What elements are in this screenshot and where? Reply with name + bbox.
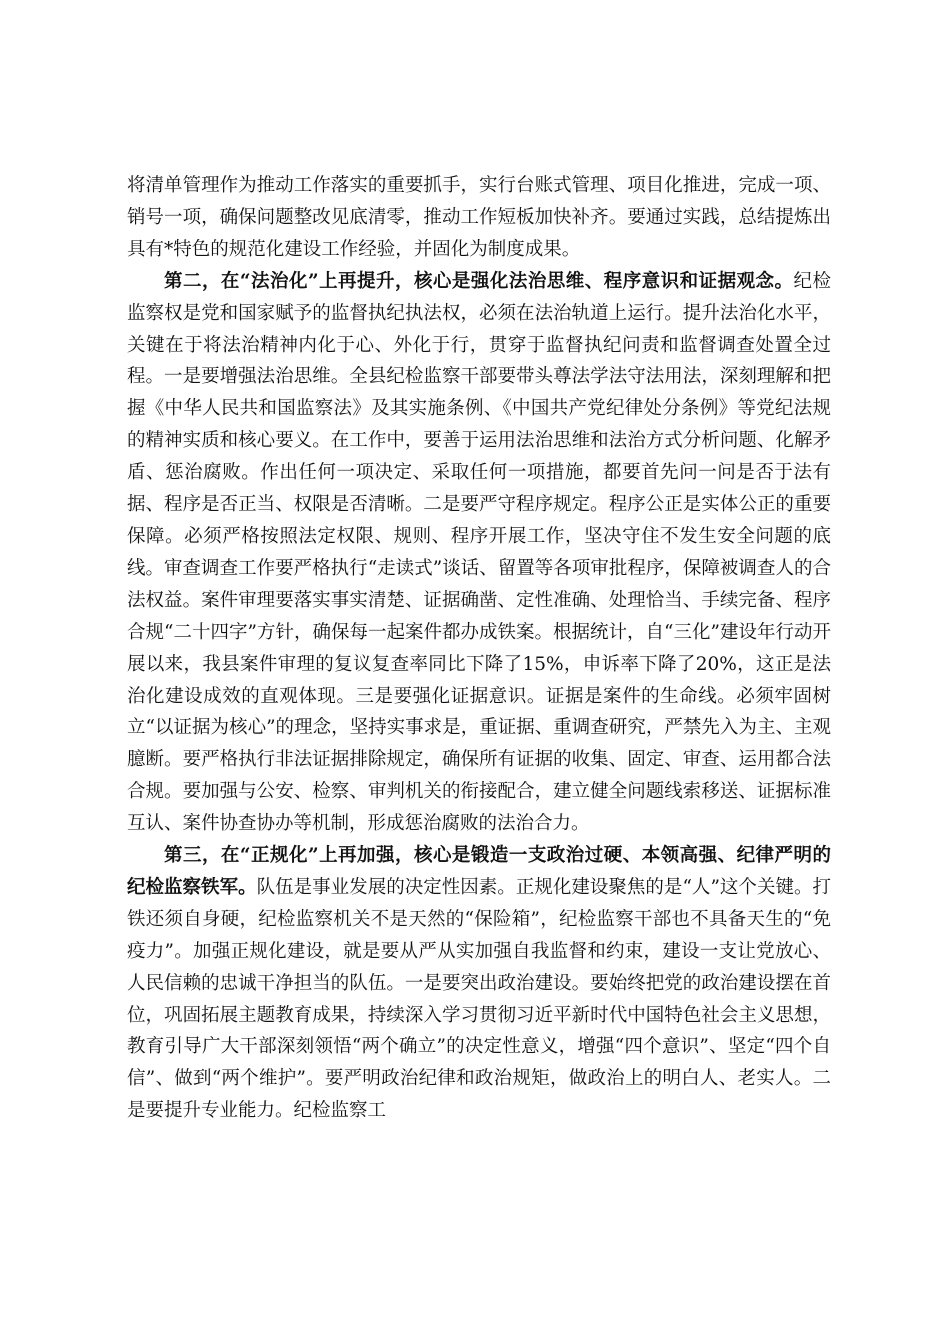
paragraph-text: 队伍是事业发展的决定性因素。正规化建设聚焦的是“人”这个关键。打铁还须自身硬，纪检监察机关不是天然的“保险箱”，纪检监察干部也不具备天生的“免疫力”。加强正规化建设，就是要从严从实加强自我监督和约束，建设一支让党放心、人民信赖的忠诚干净担当的队伍。一是要突出政治建设。要始终把党的政治建设摆在首位，巩固拓展主题教育成果，持续深入学习贯彻习近平新时代中国特色社会主义思想，教育引导广大干部深刻领悟“两个确立”的决定性意义，增强“四个意识”、坚定“四个自信”、做到“两个维护”。要严明政治纪律和政治规矩，做政治上的明白人、老实人。二是要提升专业能力。纪检监察工 — [127, 876, 831, 1122]
paragraph-lead-heading: 第三，在“正规化”上再加强，核心是锻造一支政治过硬、本领高强、纪律严明的纪检监察铁军。 — [127, 845, 831, 898]
paragraph-third-point — [127, 840, 831, 1127]
paragraph-text: 将清单管理作为推动工作落实的重要抓手，实行台账式管理、项目化推进，完成一项、销号一项，确保问题整改见底清零，推动工作短板加快补齐。要通过实践，总结提炼出具有*特色的规范化建设工作经验，并固化为制度成果。 — [127, 175, 831, 260]
paragraph-text: 纪检监察权是党和国家赋予的监督执纪执法权，必须在法治轨道上运行。提升法治化水平，关键在于将法治精神内化于心、外化于行，贯穿于监督执纪问责和监督调查处置全过程。一是要增强法治思维。全县纪检监察干部要带头尊法学法守法用法，深刻理解和把握《中华人民共和国监察法》及其实施条例、《中国共产党纪律处分条例》等党纪法规的精神实质和核心要义。在工作中，要善于运用法治思维和法治方式分析问题、化解矛盾、惩治腐败。作出任何一项决定、采取任何一项措施，都要首先问一问是否于法有据、程序是否正当、权限是否清晰。二是要严守程序规定。程序公正是实体公正的重要保障。必须严格按照法定权限、规则、程序开展工作，坚决守住不发生安全问题的底线。审查调查工作要严格执行“走读式”谈话、留置等各项审批程序，保障被调查人的合法权益。案件审理要落实事实清楚、证据确凿、定性准确、处理恰当、手续完备、程序合规“二十四字”方针，确保每一起案件都办成铁案。根据统计，自“三化”建设年行动开展以来，我县案件审理的复议复查率同比下降了15%，申诉率下降了20%，这正是法治化建设成效的直观体现。三是要强化证据意识。证据是案件的生命线。必须牢固树立“以证据为核心”的理念，坚持实事求是，重证据、重调查研究，严禁先入为主、主观臆断。要严格执行非法证据排除规定，确保所有证据的收集、固定、审查、运用都合法合规。要加强与公安、检察、审判机关的衔接配合，建立健全问题线索移送、证据标准互认、案件协查协办等机制，形成惩治腐败的法治合力。 — [127, 270, 831, 835]
paragraph-lead-heading: 第二，在“法治化”上再提升，核心是强化法治思维、程序意识和证据观念。 — [164, 270, 794, 292]
paragraph-second-point — [127, 266, 831, 840]
paragraph-continuation — [127, 170, 831, 266]
document-page — [127, 170, 831, 1127]
